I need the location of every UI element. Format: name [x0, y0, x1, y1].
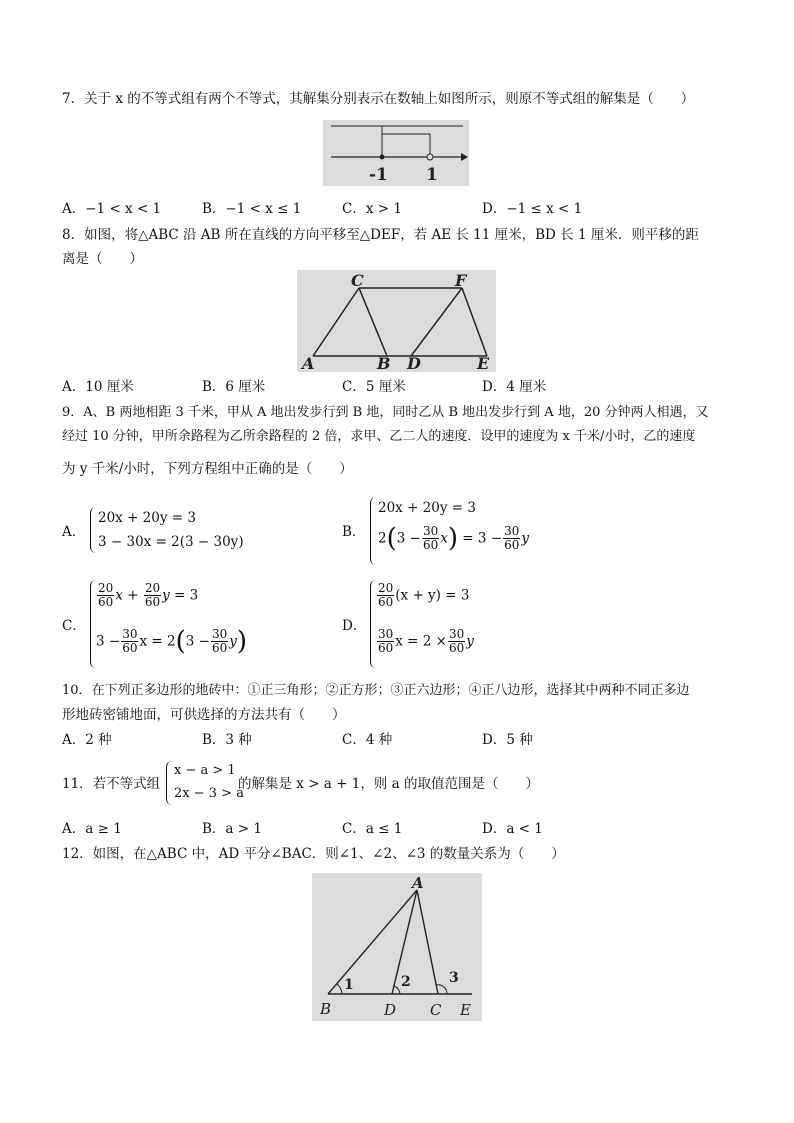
q11-sys-eq1: x − a > 1	[174, 763, 236, 778]
q8-translation-figure	[297, 270, 496, 372]
q9-b-frac2-den: 60	[504, 538, 520, 552]
q9-option-c-eq1: $\frac{20}{60}$ x + $\frac{20}{60}$ y = 3	[98, 581, 199, 609]
q9-c-frac3-den: 60	[122, 641, 138, 655]
q7-stem: 7．关于 x 的不等式组有两个不等式，其解集分别表示在数轴上如图所示，则原不等式组的解集是（ ）	[62, 91, 695, 107]
q9-d-eq2-mid: x = 2 ×	[395, 633, 447, 650]
q9-option-c-eq2: 3 − $\frac{30}{60}$ x = 2(3 − $\frac{30}{60}$ y)	[96, 626, 248, 657]
q9-option-b-eq1: 20x + 20y = 3	[378, 500, 476, 516]
q9-option-b-eq2: 2(3 − $\frac{30}{60}$ x) = 3 − $\frac{30}{60}$ y	[378, 523, 530, 554]
q10-option-a: A．2 种	[62, 732, 112, 748]
q9-d-frac2-den: 60	[378, 641, 394, 655]
q12-label-b: B	[320, 1000, 332, 1018]
q11-stem-pre: 11．若不等式组	[62, 776, 161, 792]
q10-option-d: D．5 种	[482, 732, 533, 748]
q9-b-frac2-num: 30	[504, 524, 520, 538]
q12-label-e: E	[460, 1001, 471, 1019]
q12-label-a: A	[412, 874, 424, 892]
q12-stem: 12．如图，在△ABC 中，AD 平分∠BAC．则∠1、∠2、∠3 的数量关系为（ ）	[62, 846, 565, 862]
q11-option-b: B．a > 1	[202, 821, 262, 837]
q9-stem-line3: 为 y 千米/小时，下列方程组中正确的是（ ）	[62, 461, 353, 477]
q9-c-frac4-den: 60	[211, 641, 228, 655]
q8-label-e: E	[477, 354, 490, 372]
q9-b-frac1-den: 60	[422, 538, 439, 552]
q8-label-b: B	[377, 354, 391, 372]
q11-option-a: A．a ≥ 1	[62, 821, 122, 837]
q9-d-frac2-num: 30	[378, 627, 394, 641]
q7-number-line-figure	[323, 120, 469, 186]
q8-label-f: F	[455, 271, 467, 290]
q8-label-a: A	[302, 354, 315, 372]
q9-option-c-label: C．	[62, 618, 86, 634]
q11-sys-eq2: 2x − 3 > a	[174, 786, 244, 801]
q9-c-frac1-num: 20	[98, 581, 114, 595]
q8-option-d: D．4 厘米	[482, 379, 547, 395]
q11-stem-post: 的解集是 x > a + 1，则 a 的取值范围是（ ）	[238, 776, 539, 792]
q10-option-c: C．4 种	[342, 732, 393, 748]
q9-d-frac1-den: 60	[378, 595, 394, 609]
q9-c-frac2-den: 60	[144, 595, 161, 609]
q12-triangle-figure	[312, 873, 482, 1021]
q9-option-b-brace	[370, 497, 377, 565]
q9-c-frac1-den: 60	[98, 595, 114, 609]
q7-label-1: 1	[426, 165, 438, 185]
q9-c-eq2-mid: x = 2	[139, 633, 176, 650]
q10-stem-line2: 形地砖密铺地面，可供选择的方法共有（ ）	[62, 707, 346, 723]
q9-d-frac3-num: 30	[448, 627, 465, 641]
q10-option-b: B．3 种	[202, 732, 252, 748]
q9-d-frac3-den: 60	[448, 641, 465, 655]
q7-option-c: C．x > 1	[342, 201, 402, 217]
q7-option-d: D．−1 ≤ x < 1	[482, 201, 583, 217]
q11-option-c: C．a ≤ 1	[342, 821, 403, 837]
q8-option-b: B．6 厘米	[202, 379, 266, 395]
q9-option-d-eq2: $\frac{30}{60}$ x = 2 × $\frac{30}{60}$ y	[378, 627, 474, 655]
q7-option-a: A．−1 < x < 1	[62, 201, 162, 217]
q12-label-c: C	[430, 1001, 442, 1019]
q9-b-frac1-num: 30	[422, 524, 439, 538]
q9-option-d-eq1	[376, 582, 469, 609]
q9-option-a-eq1: 20x + 20y = 3	[98, 510, 196, 526]
q8-label-d: D	[407, 354, 421, 372]
q9-d-frac1-num: 20	[378, 581, 394, 595]
q12-angle-1: 1	[344, 977, 354, 993]
q9-stem-line1: 9．A、B 两地相距 3 千米，甲从 A 地出发步行到 B 地，同时乙从 B 地出发步行到 A 地，20 分钟两人相遇，又	[62, 405, 709, 420]
q12-angle-2: 2	[401, 974, 411, 990]
q11-brace	[166, 761, 173, 805]
q8-stem-line2: 离是（ ）	[62, 251, 143, 267]
q8-option-c: C．5 厘米	[342, 379, 406, 395]
q8-option-a: A．10 厘米	[62, 379, 134, 395]
q7-option-b: B．−1 < x ≤ 1	[202, 201, 302, 217]
q9-option-a-brace	[90, 507, 97, 553]
q7-label-neg1: -1	[369, 165, 388, 185]
q8-label-c: C	[351, 271, 364, 290]
q9-option-b-label: B．	[342, 524, 366, 540]
q9-option-a-label: A．	[62, 524, 86, 540]
q9-c-frac4-num: 30	[211, 627, 228, 641]
q12-angle-3: 3	[449, 970, 459, 986]
q10-stem-line1: 10．在下列正多边形的地砖中：①正三角形；②正方形；③正六边形；④正八边形，选择其中两种不同正多边	[62, 683, 690, 698]
q9-c-frac2-num: 20	[144, 581, 161, 595]
q8-stem-line1: 8．如图，将△ABC 沿 AB 所在直线的方向平移至△DEF，若 AE 长 11 厘米，BD 长 1 厘米．则平移的距	[62, 227, 699, 243]
q12-label-d: D	[384, 1001, 397, 1019]
q9-option-d-label: D．	[342, 618, 367, 634]
q9-d-eq1-tail: (x + y) = 3	[395, 587, 470, 604]
q9-stem-line2: 经过 10 分钟，甲所余路程为乙所余路程的 2 倍，求甲、乙二人的速度．设甲的速度为 x 千米/小时，乙的速度	[62, 429, 696, 444]
q9-c-frac3-num: 30	[122, 627, 138, 641]
q9-option-a-eq2: 3 − 30x = 2(3 − 30y)	[98, 534, 244, 550]
q11-option-d: D．a < 1	[482, 821, 543, 837]
